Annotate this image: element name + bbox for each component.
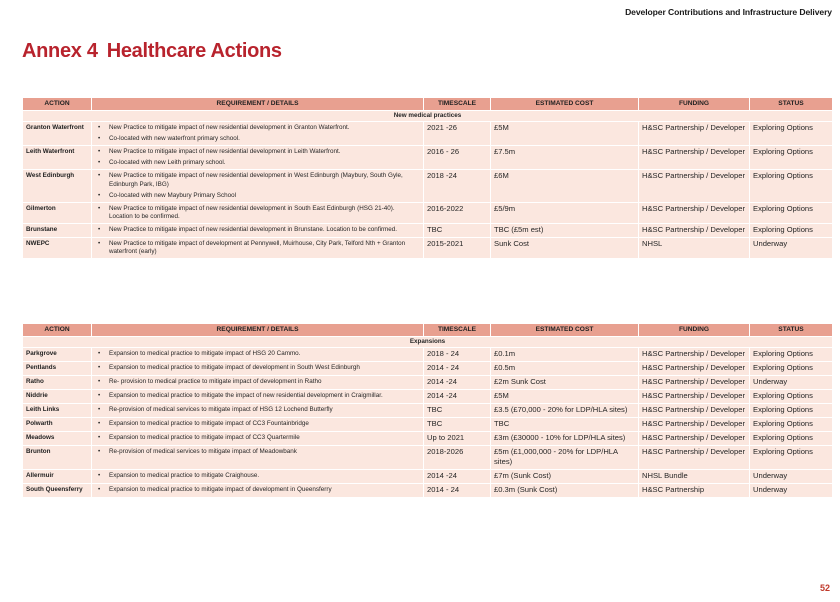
funding-cell: H&SC Partnership / Developer: [639, 362, 749, 375]
detail-item: • Expansion to medical practice to mitigate Craighouse.: [95, 472, 420, 480]
timescale-cell: 2014 -24: [424, 470, 490, 483]
section-title: New medical practices: [23, 111, 832, 121]
details-list: [95, 364, 420, 372]
table-row: [23, 432, 832, 445]
details-list: [95, 378, 420, 386]
details-list: [95, 406, 420, 414]
details-list: [95, 350, 420, 358]
action-name: West Edinburgh: [23, 170, 91, 201]
header-status: STATUS: [750, 324, 832, 336]
cost-cell: £0.1m: [491, 348, 638, 361]
funding-cell: H&SC Partnership: [639, 484, 749, 497]
timescale-cell: Up to 2021: [424, 432, 490, 445]
details-cell: [92, 122, 423, 145]
table-row: [23, 224, 832, 237]
funding-cell: H&SC Partnership / Developer: [639, 376, 749, 389]
details-cell: [92, 470, 423, 483]
detail-item: • Re- provision to medical practice to mitigate impact of development in Ratho: [95, 378, 420, 386]
status-cell: Exploring Options: [750, 418, 832, 431]
section-title: Expansions: [23, 337, 832, 347]
table-row: [23, 376, 832, 389]
funding-cell: H&SC Partnership / Developer: [639, 170, 749, 201]
funding-cell: H&SC Partnership / Developer: [639, 418, 749, 431]
action-name: Brunton: [23, 446, 91, 469]
status-cell: Underway: [750, 484, 832, 497]
action-name: NWEPC: [23, 238, 91, 258]
timescale-cell: 2016 - 26: [424, 146, 490, 169]
funding-cell: NHSL Bundle: [639, 470, 749, 483]
status-cell: Underway: [750, 376, 832, 389]
status-cell: Exploring Options: [750, 446, 832, 469]
details-cell: [92, 484, 423, 497]
cost-cell: £7.5m: [491, 146, 638, 169]
status-cell: Exploring Options: [750, 432, 832, 445]
details-list: [95, 205, 420, 221]
detail-item: • Expansion to medical practice to mitigate impact of CC3 Quartermile: [95, 434, 420, 442]
details-list: [95, 148, 420, 167]
action-name: Leith Waterfront: [23, 146, 91, 169]
action-name: Niddrie: [23, 390, 91, 403]
header-action: ACTION: [23, 98, 91, 110]
details-cell: [92, 404, 423, 417]
table-row: [23, 418, 832, 431]
cost-cell: £0.5m: [491, 362, 638, 375]
annex-name: Healthcare Actions: [106, 40, 282, 62]
status-cell: Underway: [750, 238, 832, 258]
detail-item: • Co-located with new Leith primary school.: [95, 159, 420, 167]
cost-cell: £7m (Sunk Cost): [491, 470, 638, 483]
table-row: [23, 446, 832, 469]
funding-cell: H&SC Partnership / Developer: [639, 404, 749, 417]
details-cell: [92, 376, 423, 389]
detail-item: • New Practice to mitigate impact of development at Pennywell, Muirhouse, City Park, Telford Nth + Granton waterfront (early): [95, 240, 420, 256]
cost-cell: £5M: [491, 390, 638, 403]
header-status: STATUS: [750, 98, 832, 110]
status-cell: Underway: [750, 470, 832, 483]
table-row: [23, 203, 832, 223]
detail-item: • Expansion to medical practice to mitigate impact of HSG 20 Cammo.: [95, 350, 420, 358]
funding-cell: H&SC Partnership / Developer: [639, 224, 749, 237]
detail-item: • Re-provision of medical services to mitigate impact of HSG 12 Lochend Butterfly: [95, 406, 420, 414]
status-cell: Exploring Options: [750, 348, 832, 361]
action-name: Brunstane: [23, 224, 91, 237]
table-row: [23, 122, 832, 145]
timescale-cell: 2021 -26: [424, 122, 490, 145]
details-cell: [92, 418, 423, 431]
detail-item: • Expansion to medical practice to mitigate impact of CC3 Fountainbridge: [95, 420, 420, 428]
cost-cell: £0.3m (Sunk Cost): [491, 484, 638, 497]
cost-cell: £2m Sunk Cost: [491, 376, 638, 389]
details-cell: [92, 238, 423, 258]
table-row: [23, 170, 832, 201]
timescale-cell: 2018 - 24: [424, 348, 490, 361]
detail-item: • New Practice to mitigate impact of new residential development in West Edinburgh (Maybury, South Gyle, Edinburgh Park, IBG): [95, 172, 420, 188]
action-name: South Queensferry: [23, 484, 91, 497]
action-name: Granton Waterfront: [23, 122, 91, 145]
header-funding: FUNDING: [639, 98, 749, 110]
header-funding: FUNDING: [639, 324, 749, 336]
status-cell: Exploring Options: [750, 170, 832, 201]
header-cost: ESTIMATED COST: [491, 324, 638, 336]
timescale-cell: TBC: [424, 404, 490, 417]
table-row: [23, 362, 832, 375]
details-cell: [92, 348, 423, 361]
details-cell: [92, 224, 423, 237]
detail-item: • New Practice to mitigate impact of new residential development in Granton Waterfront.: [95, 124, 420, 132]
header-action: ACTION: [23, 324, 91, 336]
detail-item: • New Practice to mitigate impact of new residential development in South East Edinburgh (HSG 21-40). Location to be confirmed.: [95, 205, 420, 221]
funding-cell: NHSL: [639, 238, 749, 258]
status-cell: Exploring Options: [750, 203, 832, 223]
details-cell: [92, 446, 423, 469]
action-name: Meadows: [23, 432, 91, 445]
status-cell: Exploring Options: [750, 122, 832, 145]
details-list: [95, 240, 420, 256]
details-list: [95, 434, 420, 442]
action-name: Polwarth: [23, 418, 91, 431]
header-timescale: TIMESCALE: [424, 324, 490, 336]
cost-cell: £5/9m: [491, 203, 638, 223]
table-row: [23, 404, 832, 417]
funding-cell: H&SC Partnership / Developer: [639, 203, 749, 223]
details-cell: [92, 146, 423, 169]
page-number: 52: [819, 583, 830, 593]
header-details: REQUIREMENT / DETAILS: [92, 324, 423, 336]
details-cell: [92, 203, 423, 223]
annex-label: Annex 4: [22, 40, 98, 62]
action-name: Leith Links: [23, 404, 91, 417]
table-row: [23, 238, 832, 258]
table-row: [23, 390, 832, 403]
timescale-cell: TBC: [424, 224, 490, 237]
details-cell: [92, 432, 423, 445]
timescale-cell: 2014 -24: [424, 376, 490, 389]
cost-cell: TBC: [491, 418, 638, 431]
detail-item: • New Practice to mitigate impact of new residential development in Leith Waterfront.: [95, 148, 420, 156]
cost-cell: £5M: [491, 122, 638, 145]
detail-item: • Co-located with new Maybury Primary School: [95, 192, 420, 200]
detail-item: • Expansion to medical practice to mitigate impact of development in Queensferry: [95, 486, 420, 494]
funding-cell: H&SC Partnership / Developer: [639, 146, 749, 169]
details-list: [95, 472, 420, 480]
funding-cell: H&SC Partnership / Developer: [639, 432, 749, 445]
status-cell: Exploring Options: [750, 146, 832, 169]
details-cell: [92, 390, 423, 403]
expansions-table: [22, 323, 833, 498]
page-title: [22, 40, 282, 63]
funding-cell: H&SC Partnership / Developer: [639, 348, 749, 361]
table-header-row: [23, 324, 832, 336]
details-list: [95, 448, 420, 456]
action-name: Gilmerton: [23, 203, 91, 223]
document-header: Developer Contributions and Infrastructure Delivery: [625, 7, 832, 17]
timescale-cell: 2016-2022: [424, 203, 490, 223]
detail-item: • Re-provision of medical services to mitigate impact of Meadowbank: [95, 448, 420, 456]
status-cell: Exploring Options: [750, 404, 832, 417]
header-cost: ESTIMATED COST: [491, 98, 638, 110]
timescale-cell: TBC: [424, 418, 490, 431]
cost-cell: £3m (£30000 - 10% for LDP/HLA sites): [491, 432, 638, 445]
timescale-cell: 2014 - 24: [424, 362, 490, 375]
detail-item: • New Practice to mitigate impact of new residential development in Brunstane. Location to be confirmed.: [95, 226, 420, 234]
detail-item: • Expansion to medical practice to mitigate the impact of new residential development in Craigmillar.: [95, 392, 420, 400]
details-list: [95, 392, 420, 400]
cost-cell: £5m (£1,000,000 - 20% for LDP/HLA sites): [491, 446, 638, 469]
funding-cell: H&SC Partnership / Developer: [639, 390, 749, 403]
details-cell: [92, 170, 423, 201]
table-row: [23, 470, 832, 483]
table-row: [23, 348, 832, 361]
action-name: Allermuir: [23, 470, 91, 483]
status-cell: Exploring Options: [750, 362, 832, 375]
detail-item: • Expansion to medical practice to mitigate impact of development in South West Edinburgh: [95, 364, 420, 372]
table-header-row: [23, 98, 832, 110]
details-list: [95, 226, 420, 234]
timescale-cell: 2014 - 24: [424, 484, 490, 497]
details-list: [95, 124, 420, 143]
table-row: [23, 484, 832, 497]
cost-cell: TBC (£5m est): [491, 224, 638, 237]
detail-item: • Co-located with new waterfront primary school.: [95, 135, 420, 143]
details-cell: [92, 362, 423, 375]
cost-cell: Sunk Cost: [491, 238, 638, 258]
details-list: [95, 420, 420, 428]
action-name: Pentlands: [23, 362, 91, 375]
timescale-cell: 2015-2021: [424, 238, 490, 258]
cost-cell: £3.5 (£70,000 - 20% for LDP/HLA sites): [491, 404, 638, 417]
timescale-cell: 2014 -24: [424, 390, 490, 403]
details-list: [95, 172, 420, 199]
funding-cell: H&SC Partnership / Developer: [639, 122, 749, 145]
timescale-cell: 2018 -24: [424, 170, 490, 201]
action-name: Parkgrove: [23, 348, 91, 361]
details-list: [95, 486, 420, 494]
header-details: REQUIREMENT / DETAILS: [92, 98, 423, 110]
timescale-cell: 2018-2026: [424, 446, 490, 469]
funding-cell: H&SC Partnership / Developer: [639, 446, 749, 469]
table-row: [23, 146, 832, 169]
header-timescale: TIMESCALE: [424, 98, 490, 110]
new-practices-table: [22, 97, 833, 259]
status-cell: Exploring Options: [750, 224, 832, 237]
cost-cell: £6M: [491, 170, 638, 201]
action-name: Ratho: [23, 376, 91, 389]
status-cell: Exploring Options: [750, 390, 832, 403]
